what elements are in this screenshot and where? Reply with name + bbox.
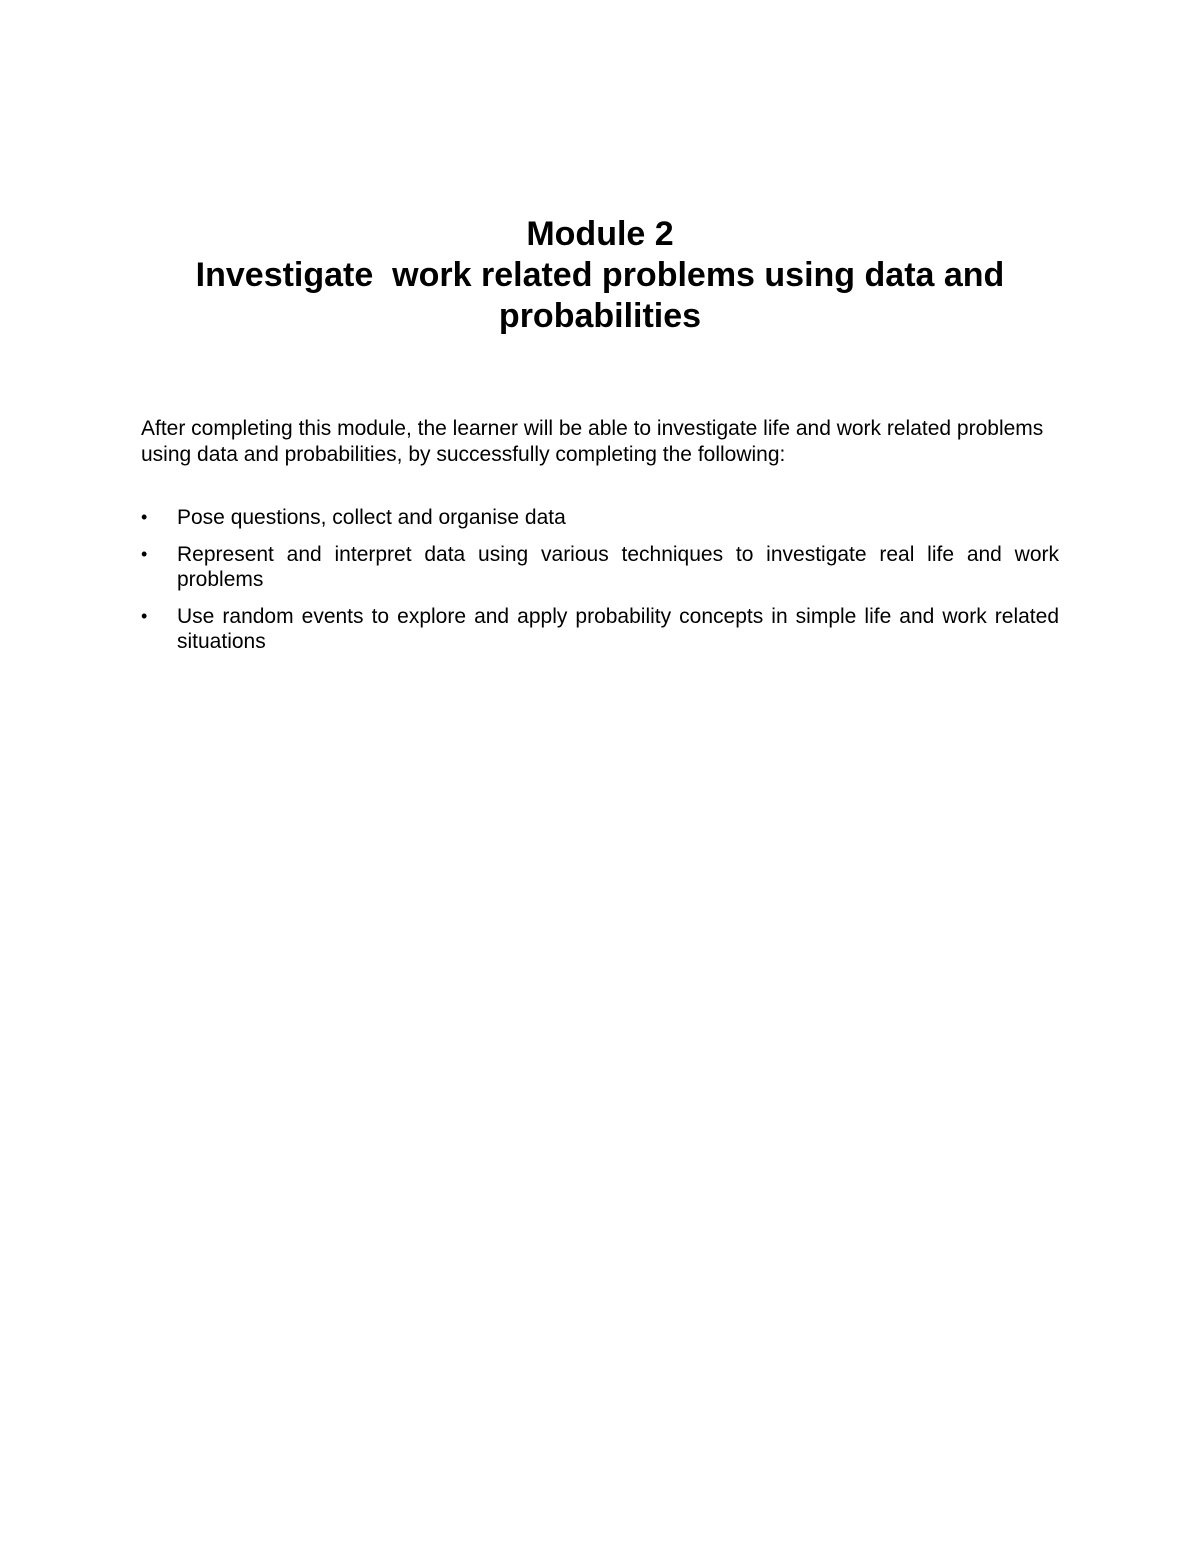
list-item [141, 505, 1059, 530]
bullet-icon: • [141, 507, 148, 527]
outcome-text: Use random events to explore and apply probability concepts in simple life and work related situations [177, 605, 1059, 653]
intro-paragraph: After completing this module, the learner will be able to investigate life and work related problems using data and probabilities, by successfully completing the following: [141, 417, 1044, 466]
module-label: Module 2 [526, 215, 674, 253]
list-item [141, 542, 1059, 592]
title-block [140, 214, 1060, 337]
outcome-text: Pose questions, collect and organise data [177, 506, 566, 529]
bullet-icon: • [141, 544, 148, 564]
list-item [141, 604, 1059, 654]
outcome-text: Represent and interpret data using various techniques to investigate real life and work problems [177, 543, 1059, 591]
module-title: Investigate work related problems using data and probabilities [195, 256, 1014, 335]
bullet-icon: • [141, 606, 148, 626]
outcomes-list [141, 505, 1059, 666]
